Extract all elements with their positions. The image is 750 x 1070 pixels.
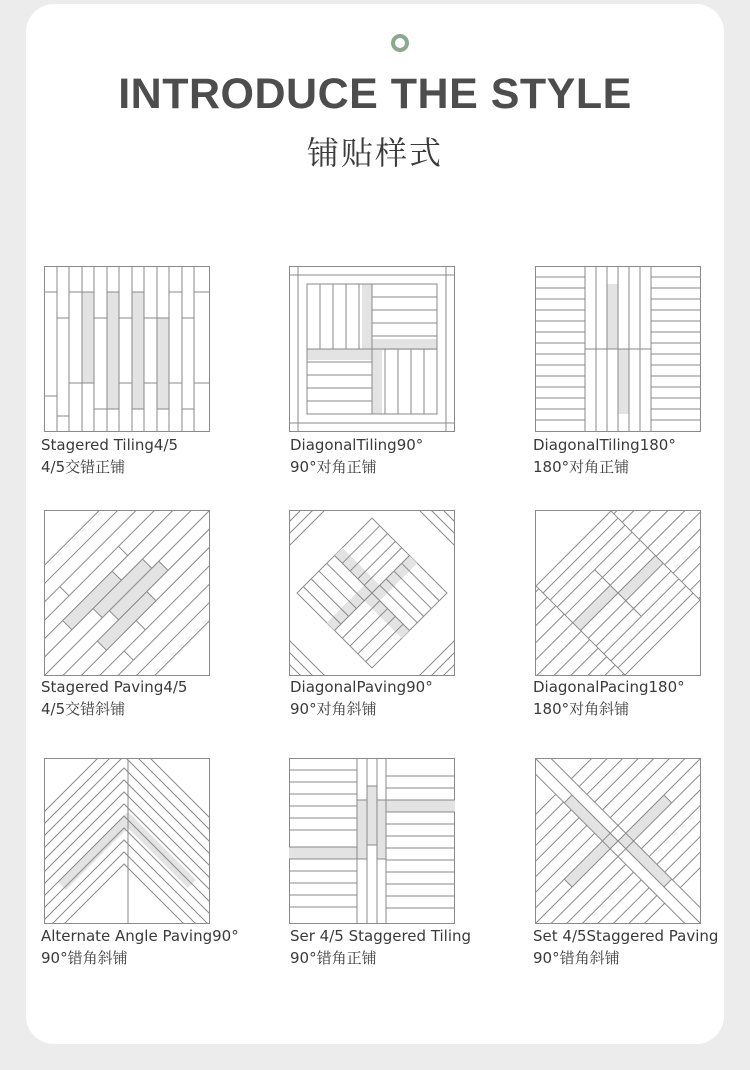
style-label-cn: 4/5交错正铺 <box>41 458 126 476</box>
style-label <box>41 434 178 478</box>
pattern-diagonal-paving-90 <box>289 510 455 676</box>
style-label-cn: 90°对角斜铺 <box>290 700 377 718</box>
pattern-staggered-paving <box>44 510 210 676</box>
style-label-cn: 180°对角正铺 <box>533 458 630 476</box>
style-label <box>290 434 423 478</box>
style-label-en: Stagered Paving4/5 <box>41 678 188 696</box>
pattern-staggered-tiling <box>44 266 210 432</box>
pattern-staggered-paving-set <box>535 758 701 924</box>
pattern-diagonal-paving-180 <box>535 510 701 676</box>
pattern-staggered-tiling-set <box>289 758 455 924</box>
style-label <box>290 925 471 969</box>
style-label-cn: 4/5交错斜铺 <box>41 700 126 718</box>
pattern-alternate-angle-paving <box>44 758 210 924</box>
style-label-en: DiagonalPacing180° <box>533 678 685 696</box>
style-label-en: DiagonalTiling180° <box>533 436 676 454</box>
style-label-cn: 90°错角斜铺 <box>41 949 128 967</box>
style-label-en: Alternate Angle Paving90° <box>41 927 239 945</box>
style-label <box>533 676 685 720</box>
style-label <box>533 925 718 969</box>
pattern-diagonal-tiling-90 <box>289 266 455 432</box>
page-subtitle: 铺贴样式 <box>306 134 443 172</box>
style-label-cn: 90°错角斜铺 <box>533 949 620 967</box>
style-label-cn: 180°对角斜铺 <box>533 700 630 718</box>
style-label <box>41 676 187 720</box>
style-label <box>290 676 433 720</box>
page-title: INTRODUCE THE STYLE <box>118 70 632 118</box>
style-label-cn: 90°对角正铺 <box>290 458 377 476</box>
style-label-en: Ser 4/5 Staggered Tiling <box>290 927 472 945</box>
style-label-en: Set 4/5Staggered Paving <box>533 927 719 945</box>
style-label-en: Stagered Tiling4/5 <box>41 436 179 454</box>
style-label-en: DiagonalTiling90° <box>290 436 424 454</box>
style-label-cn: 90°错角正铺 <box>290 949 377 967</box>
style-label <box>533 434 676 478</box>
pattern-diagonal-tiling-180 <box>535 266 701 432</box>
style-label-en: DiagonalPaving90° <box>290 678 433 696</box>
style-label <box>41 925 239 969</box>
ring-icon <box>391 34 409 52</box>
